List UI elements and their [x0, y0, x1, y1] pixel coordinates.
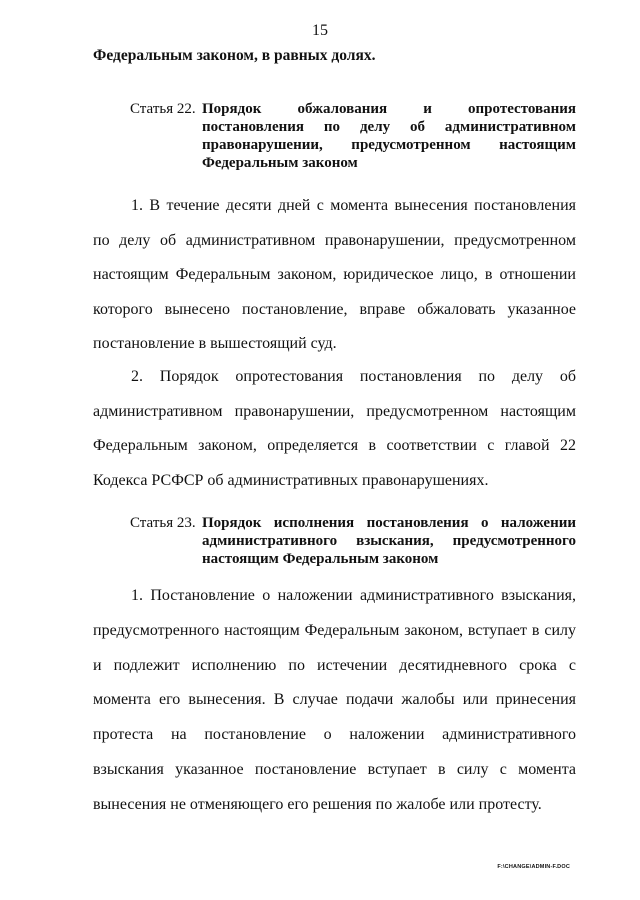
- article-23-header: [130, 514, 576, 568]
- article-22-header: [130, 100, 576, 172]
- article-23-heading: Порядок исполнения постановления о наложении административного взыскания, предусмотренного настоящим Федеральным законом: [202, 515, 576, 567]
- article-22-number: Статья 22.: [130, 101, 196, 117]
- article-23-number: Статья 23.: [130, 515, 196, 531]
- footer-file-path: F:\CHANGE\ADMIN-F.DOC: [497, 864, 570, 870]
- continuation-line: Федеральным законом, в равных долях.: [93, 47, 376, 64]
- article-22-heading: Порядок обжалования и опротестования постановления по делу об административном правонарушении, предусмотренном настоящим Федеральным законом: [202, 101, 576, 171]
- article-22-paragraph-2: 2. Порядок опротестования постановления по делу об административном правонарушении, предусмотренном настоящим Федеральным законом, определяется в соответствии с главой 22 Кодекса РСФСР об административных правонарушениях.: [93, 368, 576, 489]
- article-22-paragraph-1: 1. В течение десяти дней с момента вынесения постановления по делу об административном правонарушении, предусмотренном настоящим Федеральным законом, юридическое лицо, в отношении которого вынесено постановление, вправе обжаловать указанное постановление в вышестоящий суд.: [93, 197, 576, 352]
- article-23-paragraph-1: 1. Постановление о наложении административного взыскания, предусмотренного настоящим Федеральным законом, вступает в силу и подлежит исполнению по истечении десятидневного срока с момента его вынесения. В случае подачи жалобы или принесения протеста на постановление о наложении административного взыскания указанное постановление вступает в силу с момента вынесения не отменяющего его решения по жалобе или протесту.: [93, 587, 576, 813]
- page-number: 15: [312, 22, 328, 39]
